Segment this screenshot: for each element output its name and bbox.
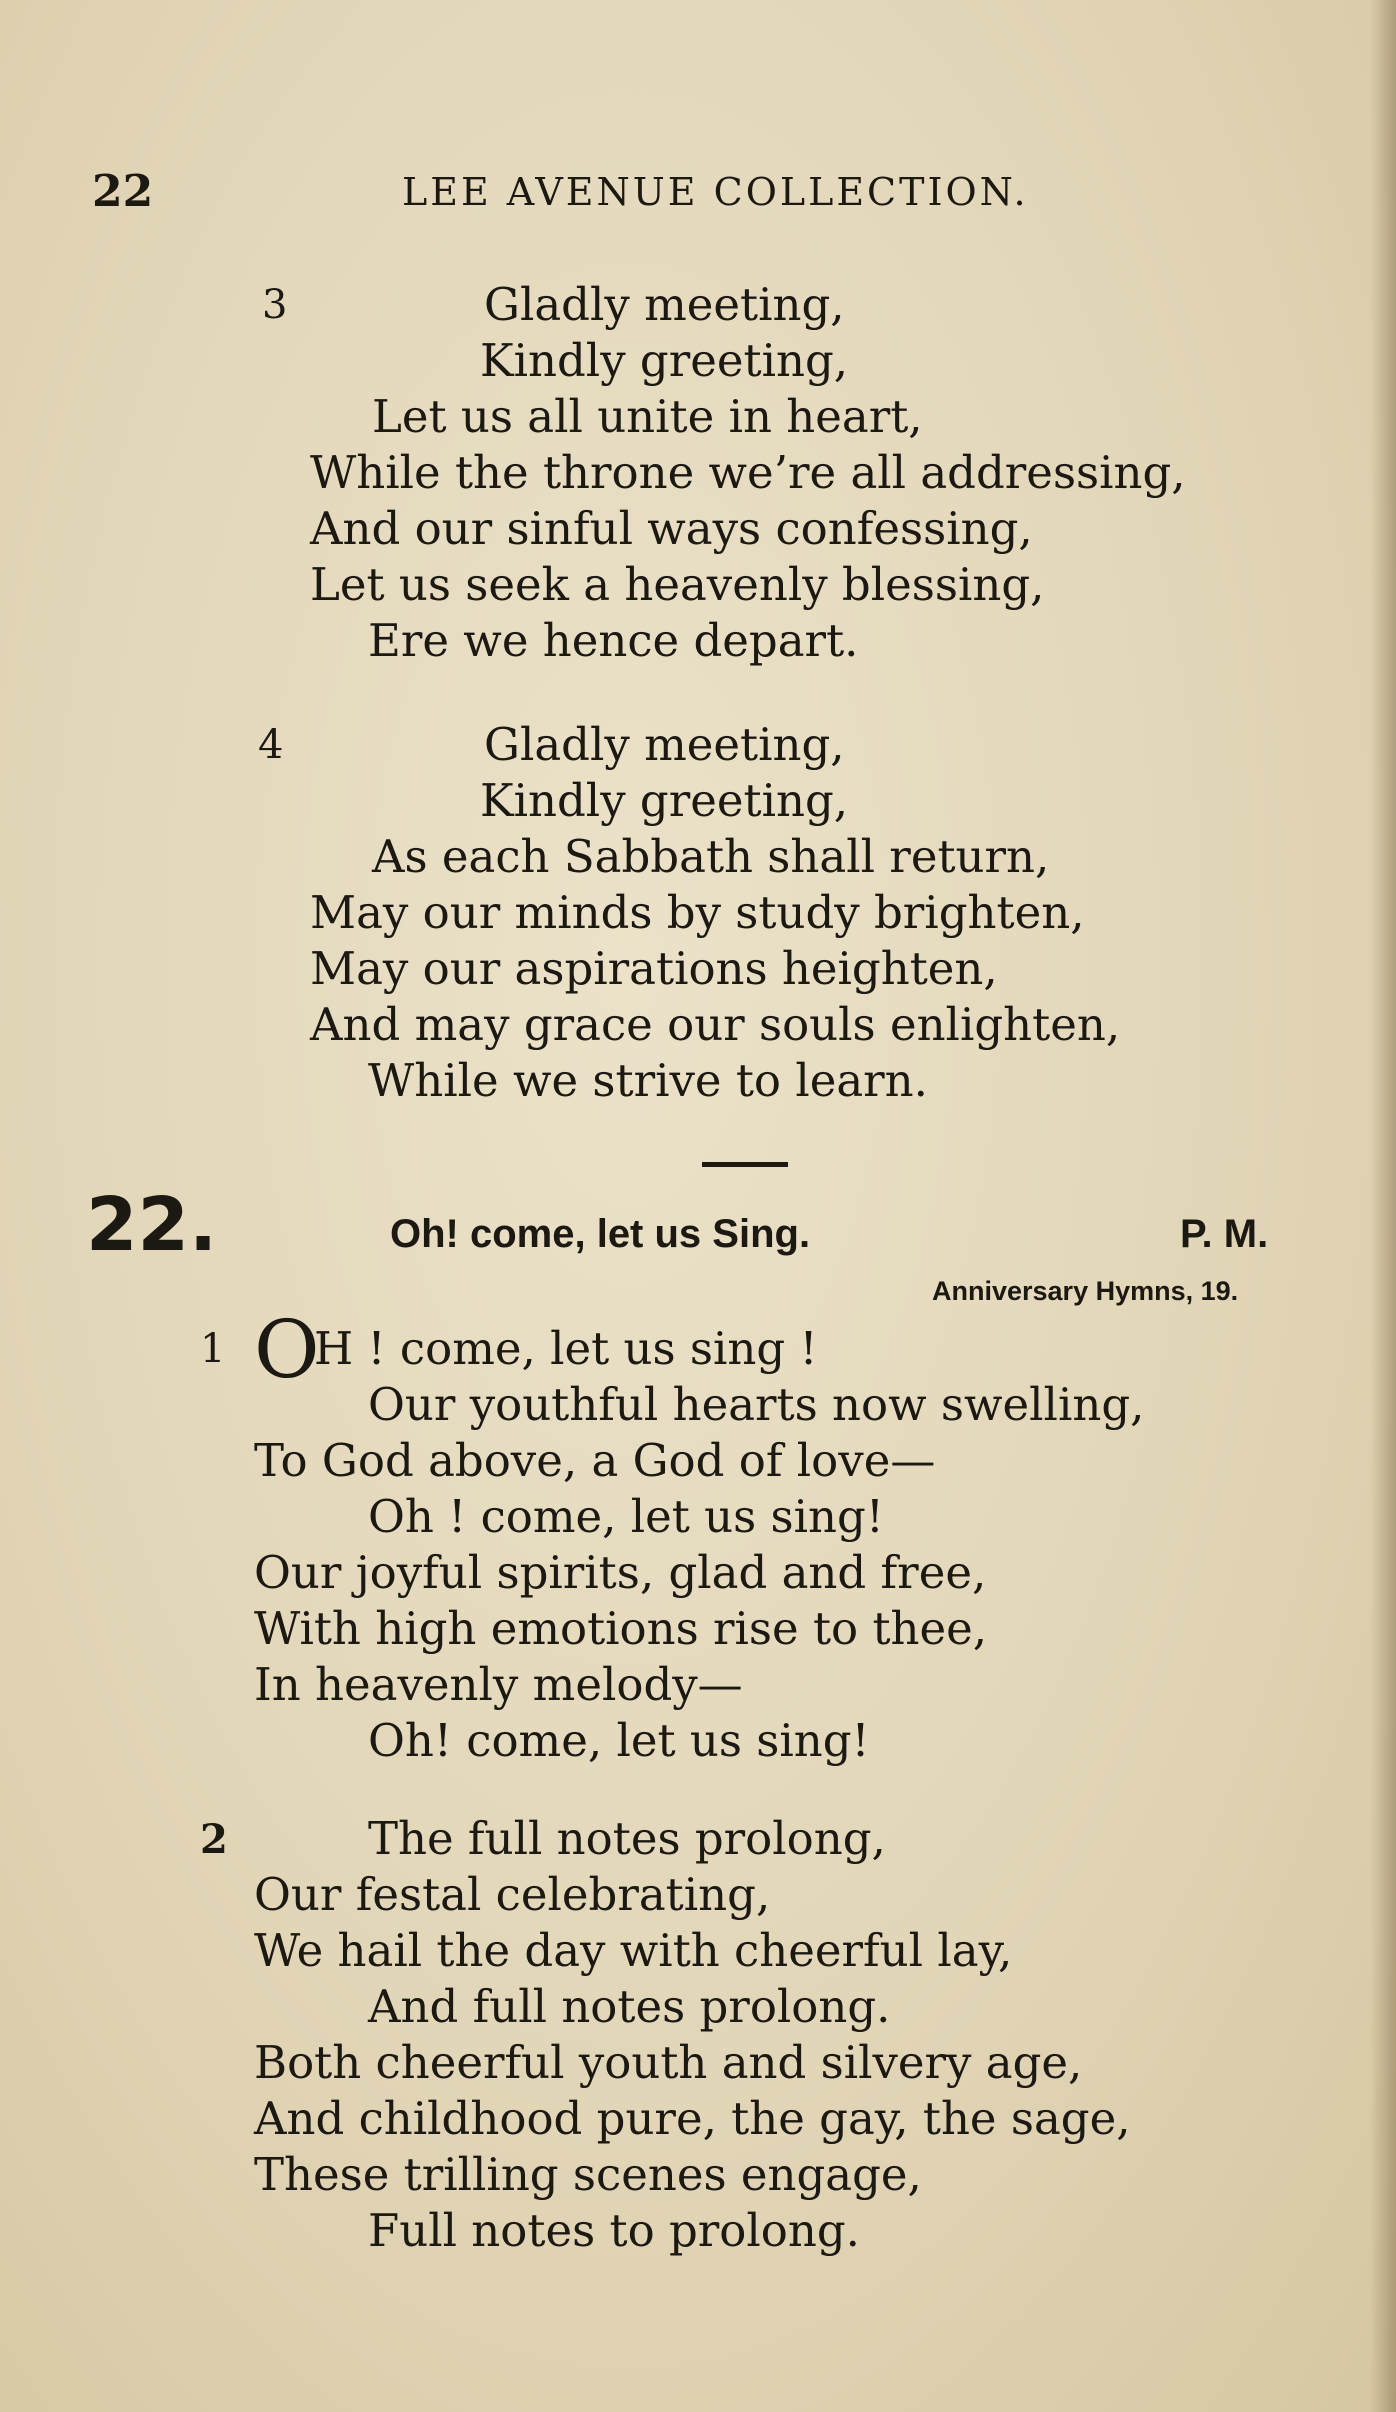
verse-line: Our festal celebrating, — [254, 1868, 771, 1921]
verse-line: While the throne we’re all addressing, — [310, 446, 1186, 499]
verse-line: The full notes prolong, — [368, 1812, 886, 1865]
stanza-number: 3 — [262, 282, 288, 328]
verse-line: May our aspirations heighten, — [310, 942, 998, 995]
verse-line: With high emotions rise to thee, — [254, 1602, 988, 1655]
verse-line: As each Sabbath shall return, — [372, 830, 1050, 883]
hymn-number: 22. — [86, 1182, 218, 1268]
stanza-number: 2 — [200, 1816, 228, 1863]
verse-line: Ere we hence depart. — [368, 614, 859, 667]
verse-line: We hail the day with cheerful lay, — [254, 1924, 1013, 1977]
verse-line: Both cheerful youth and silvery age, — [254, 2036, 1083, 2089]
stanza-number: 1 — [200, 1326, 226, 1372]
verse-line: Let us all unite in heart, — [372, 390, 923, 443]
verse-line: And may grace our souls enlighten, — [310, 998, 1121, 1051]
verse-line: Kindly greeting, — [480, 334, 849, 387]
hymn-title: Oh! come, let us Sing. — [390, 1212, 811, 1256]
verse-line: To God above, a God of love— — [254, 1434, 936, 1487]
verse-line: Kindly greeting, — [480, 774, 849, 827]
verse-line: Our youthful hearts now swelling, — [368, 1378, 1145, 1431]
verse-line: Gladly meeting, — [484, 278, 845, 331]
page-number: 22 — [92, 166, 154, 217]
verse-line: Oh ! come, let us sing! — [368, 1490, 884, 1543]
verse-line: Our joyful spirits, glad and free, — [254, 1546, 987, 1599]
verse-line: H ! come, let us sing ! — [314, 1322, 818, 1375]
verse-line: Full notes to prolong. — [368, 2204, 860, 2257]
verse-line: While we strive to learn. — [368, 1054, 928, 1107]
drop-cap: O — [254, 1303, 320, 1396]
verse-line: These trilling scenes engage, — [254, 2148, 922, 2201]
verse-line: And childhood pure, the gay, the sage, — [254, 2092, 1131, 2145]
verse-line: Let us seek a heavenly blessing, — [310, 558, 1045, 611]
running-title: LEE AVENUE COLLECTION. — [402, 170, 1029, 214]
page-header — [92, 166, 1332, 226]
verse-line: And our sinful ways confessing, — [310, 502, 1033, 555]
page-edge-shadow — [1370, 0, 1396, 2412]
stanza-number: 4 — [258, 722, 284, 768]
hymn-source: Anniversary Hymns, 19. — [932, 1276, 1239, 1306]
hymn-meter: P. M. — [1180, 1212, 1269, 1256]
verse-line: Oh! come, let us sing! — [368, 1714, 870, 1767]
verse-line: In heavenly melody— — [254, 1658, 743, 1711]
verse-line: Gladly meeting, — [484, 718, 845, 771]
verse-line: May our minds by study brighten, — [310, 886, 1085, 939]
section-divider — [702, 1162, 788, 1167]
verse-line: And full notes prolong. — [368, 1980, 891, 2033]
